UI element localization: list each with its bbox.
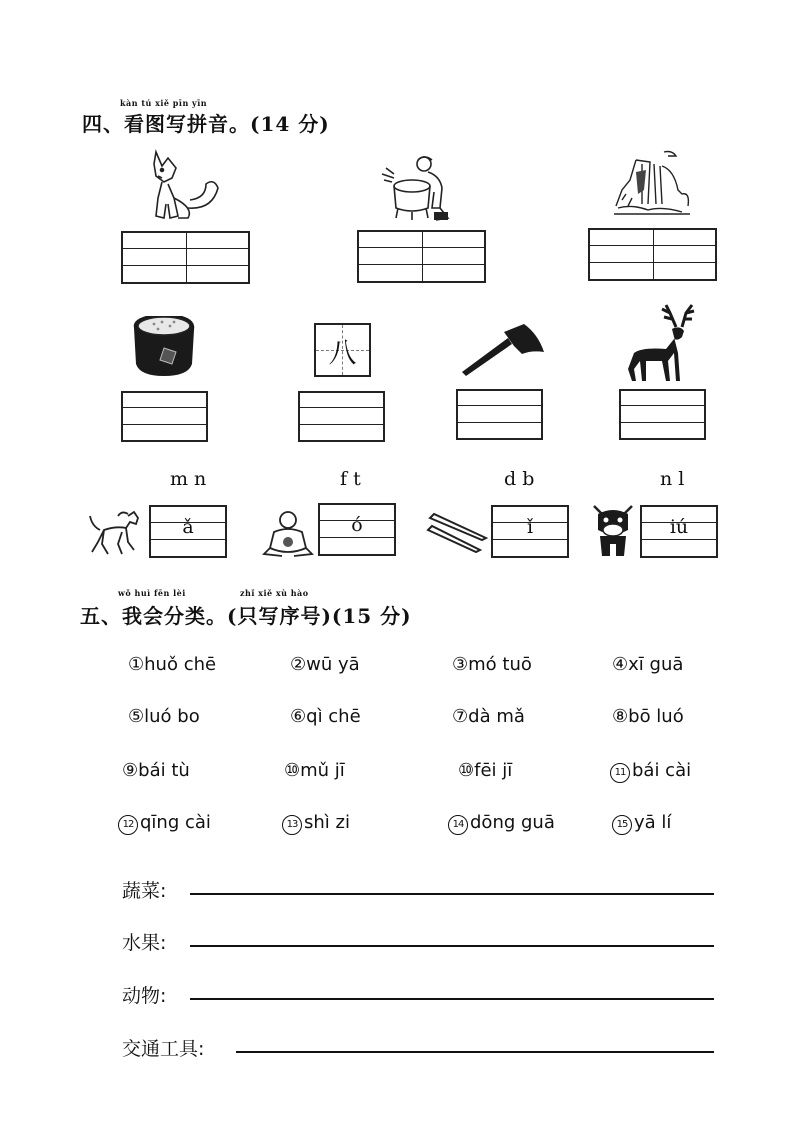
letter-choice-1: m n	[170, 468, 207, 490]
list-item: ⑥qì chē	[290, 706, 361, 727]
drum-player-icon	[380, 152, 456, 224]
answer-line-fruits[interactable]	[190, 945, 714, 947]
list-item: 15 yā lí	[612, 812, 671, 835]
category-label-vegetables: 蔬菜:	[122, 880, 167, 902]
section4-title: 四、看图写拼音。(14 分)	[82, 112, 330, 136]
list-item: 14 dōng guā	[448, 812, 555, 835]
axe-icon	[458, 320, 548, 378]
fill-box-3-vowel: ǐ	[526, 516, 534, 538]
pinyin-box-waterfall[interactable]	[588, 228, 717, 281]
fill-box-1-vowel: ǎ	[182, 516, 194, 538]
list-item: ②wū yā	[290, 654, 360, 675]
category-label-animals: 动物:	[122, 985, 167, 1007]
category-label-transport: 交通工具:	[122, 1038, 205, 1060]
list-item: ⑦dà mǎ	[452, 706, 525, 727]
list-item: ⑧bō luó	[612, 706, 684, 727]
section5-pinyin-ruby-1: wǒ huì fēn lèi	[118, 588, 186, 598]
fill-box-1[interactable]	[149, 505, 227, 558]
list-item: 11 bái cài	[610, 760, 691, 783]
fill-box-4-vowel: iú	[669, 516, 689, 538]
pens-icon	[426, 510, 488, 556]
list-item: ⑤luó bo	[128, 706, 200, 727]
letter-choice-4: n l	[660, 468, 685, 490]
section5-title: 五、我会分类。(只写序号)(15 分)	[80, 604, 412, 628]
fill-box-3[interactable]	[491, 505, 569, 558]
list-item: ⑩fēi jī	[458, 760, 513, 781]
cow-icon	[590, 502, 636, 560]
buddha-icon	[262, 508, 314, 558]
answer-line-transport[interactable]	[236, 1051, 714, 1053]
list-item: ⑩mǔ jī	[284, 760, 345, 781]
answer-line-vegetables[interactable]	[190, 893, 714, 895]
list-item: ④xī guā	[612, 654, 684, 675]
character-ba: 八	[328, 336, 357, 369]
pinyin-box-drum[interactable]	[357, 230, 486, 283]
list-item: 12 qīng cài	[118, 812, 211, 835]
pinyin-box-fox[interactable]	[121, 231, 250, 284]
list-item: 13 shì zi	[282, 812, 350, 835]
horse-icon	[88, 508, 146, 556]
fill-box-4[interactable]	[640, 505, 718, 558]
fox-icon	[148, 148, 224, 222]
rice-pot-icon	[128, 312, 200, 378]
list-item: ①huǒ chē	[128, 654, 217, 675]
character-ba-icon	[314, 323, 371, 377]
waterfall-icon	[612, 150, 692, 222]
section5-pinyin-ruby-2: zhǐ xiě xù hào	[240, 588, 309, 598]
fill-box-2-vowel: ó	[351, 514, 363, 536]
list-item: ③mó tuō	[452, 654, 532, 675]
category-label-fruits: 水果:	[122, 932, 167, 954]
pinyin-box-ba[interactable]	[298, 391, 385, 442]
pinyin-box-axe[interactable]	[456, 389, 543, 440]
fill-box-2[interactable]	[318, 503, 396, 556]
letter-choice-3: d b	[504, 468, 535, 490]
answer-line-animals[interactable]	[190, 998, 714, 1000]
deer-icon	[622, 303, 700, 383]
list-item: ⑨bái tù	[122, 760, 190, 781]
section4-pinyin-ruby: kàn tú xiě pīn yīn	[120, 98, 208, 108]
pinyin-box-rice[interactable]	[121, 391, 208, 442]
letter-choice-2: f t	[340, 468, 361, 490]
pinyin-box-deer[interactable]	[619, 389, 706, 440]
